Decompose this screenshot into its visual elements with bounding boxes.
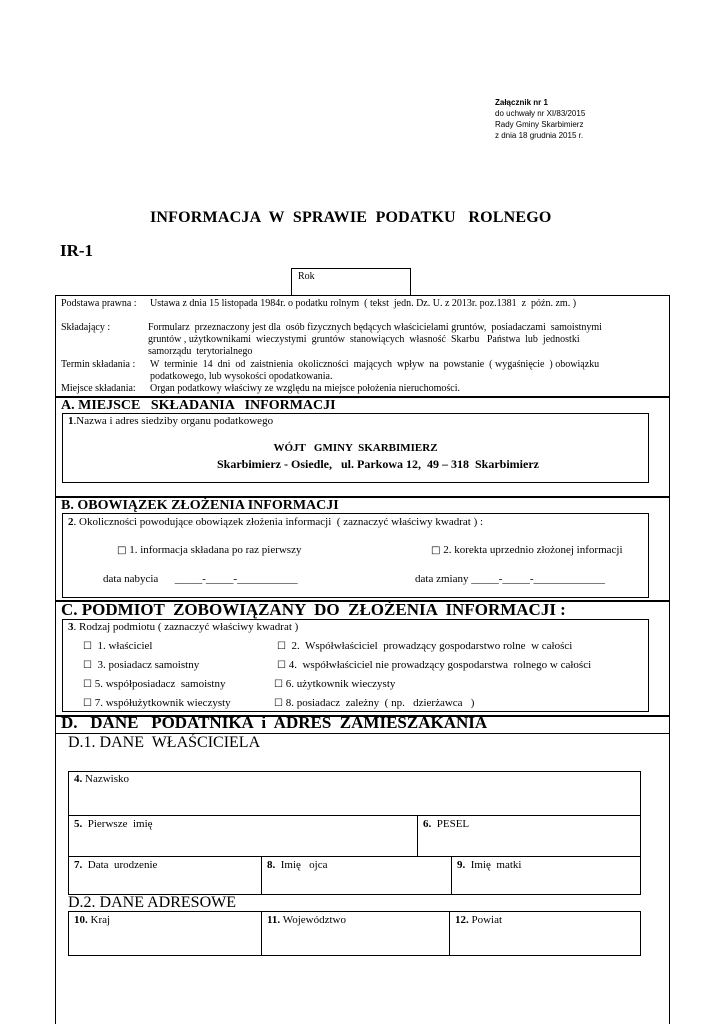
first-name-field[interactable]: 5. Pierwsze imię [74, 818, 153, 830]
c-option-1[interactable]: ☐ 1. właściciel [83, 640, 153, 652]
checkbox-icon[interactable]: □ [117, 545, 127, 556]
tax-office-address: Skarbimierz - Osiedle, ul. Parkowa 12, 49 – 318 Skarbimierz [217, 457, 539, 471]
c-option-3[interactable]: ☐ 3. posiadacz samoistny [83, 659, 200, 671]
checkbox-icon[interactable]: ☐ [277, 660, 286, 671]
county-field[interactable]: 12. Powiat [455, 914, 503, 926]
annex-council: Rady Gminy Skarbimierz [495, 120, 584, 129]
father-name-field[interactable]: 8. Imię ojca [267, 859, 328, 871]
place-label: Miejsce składania: [61, 383, 136, 394]
b-option-correction[interactable]: □ 2. korekta uprzednio złożonej informacji [431, 544, 623, 556]
place-text: Organ podatkowy właściwy ze względu na miejsce położenia nieruchomości. [150, 383, 460, 394]
deadline-text-2: podatkowego, lub wysokości opodatkowania. [150, 371, 333, 382]
checkbox-icon[interactable]: ☐ [274, 698, 283, 709]
surname-field[interactable]: 4. Nazwisko [74, 773, 129, 785]
legal-basis-text: Ustawa z dnia 15 listopada 1984r. o podatku rolnym ( tekst jedn. Dz. U. z 2013r. poz.1381 z późn. zm. ) [150, 298, 577, 309]
form-title: INFORMACJA W SPRAWIE PODATKU ROLNEGO [150, 209, 552, 226]
tax-office-name: WÓJT GMINY SKARBIMIERZ [273, 442, 438, 454]
checkbox-icon[interactable]: ☐ [274, 679, 283, 690]
section-b-heading: B. OBOWIĄZEK ZŁOŻENIA INFORMACJI [61, 498, 339, 513]
d2-heading: D.2. DANE ADRESOWE [68, 894, 236, 911]
submitter-text-1: Formularz przeznaczony jest dla osób fizycznych będących właścicielami gruntów, posiadaczami samoistnymi [148, 322, 602, 333]
checkbox-icon[interactable]: ☐ [83, 660, 92, 671]
c-option-7[interactable]: ☐ 7. współużytkownik wieczysty [83, 697, 231, 709]
deadline-text-1: W terminie 14 dni od zaistnienia okoliczności mających wpływ na powstanie ( wygaśnięcie ) obowiązku [150, 359, 600, 370]
checkbox-icon[interactable]: □ [431, 545, 441, 556]
checkbox-icon[interactable]: ☐ [83, 698, 92, 709]
submitter-text-2: gruntów , użytkownikami wieczystymi gruntów stanowiących własność Skarbu Państwa lub jednostki [148, 334, 580, 345]
acquisition-date-field[interactable]: data nabycia _____-_____-___________ [103, 573, 298, 585]
annex-note [495, 97, 585, 141]
annex-resolution: do uchwały nr XI/83/2015 [495, 109, 586, 118]
pesel-field[interactable]: 6. PESEL [423, 818, 470, 830]
annex-number: Załącznik nr 1 [495, 98, 548, 107]
checkbox-icon[interactable]: ☐ [83, 641, 92, 652]
change-date-field[interactable]: data zmiany _____-_____-_____________ [415, 573, 606, 585]
c-option-2[interactable]: ☐ 2. Współwłaściciel prowadzący gospodarstwo rolne w całości [277, 640, 573, 652]
year-field[interactable] [291, 268, 411, 296]
submitter-text-3: samorządu terytorialnego [148, 346, 253, 357]
field-1-label: 1.Nazwa i adres siedziby organu podatkowego [68, 415, 274, 427]
field-2-label: 2. Okoliczności powodujące obowiązek złożenia informacji ( zaznaczyć właściwy kwadrat ) : [68, 516, 484, 528]
mother-name-field[interactable]: 9. Imię matki [457, 859, 522, 871]
c-option-6[interactable]: ☐ 6. użytkownik wieczysty [274, 678, 396, 690]
checkbox-icon[interactable]: ☐ [277, 641, 286, 652]
form-code: IR-1 [60, 241, 94, 260]
b-option-first[interactable]: □ 1. informacja składana po raz pierwszy [117, 544, 302, 556]
c-option-5[interactable]: ☐ 5. współposiadacz samoistny [83, 678, 226, 690]
section-d-heading: D. DANE PODATNIKA i ADRES ZAMIESZAKANIA [61, 713, 488, 732]
c-option-4[interactable]: ☐ 4. współwłaściciel nie prowadzący gospodarstwa rolnego w całości [277, 659, 592, 671]
annex-date: z dnia 18 grudnia 2015 r. [495, 131, 584, 140]
country-field[interactable]: 10. Kraj [74, 914, 111, 926]
birth-date-field[interactable]: 7. Data urodzenie [74, 859, 158, 871]
submitter-label: Składający : [61, 322, 111, 333]
section-c-heading: C. PODMIOT ZOBOWIĄZANY DO ZŁOŻENIA INFORMACJI : [61, 600, 566, 619]
c-option-8[interactable]: ☐ 8. posiadacz zależny ( np. dzierżawca ) [274, 697, 475, 709]
year-label: Rok [298, 271, 315, 282]
address-grid [68, 911, 641, 956]
voivodeship-field[interactable]: 11. Województwo [267, 914, 346, 926]
owner-data-grid [68, 771, 641, 895]
deadline-label: Termin składania : [61, 359, 136, 370]
section-a-heading: A. MIEJSCE SKŁADANIA INFORMACJI [61, 398, 336, 413]
d1-heading: D.1. DANE WŁAŚCICIELA [68, 734, 261, 751]
field-3-label: 3. Rodzaj podmiotu ( zaznaczyć właściwy kwadrat ) [68, 621, 299, 633]
legal-basis-label: Podstawa prawna : [61, 298, 137, 309]
checkbox-icon[interactable]: ☐ [83, 679, 92, 690]
